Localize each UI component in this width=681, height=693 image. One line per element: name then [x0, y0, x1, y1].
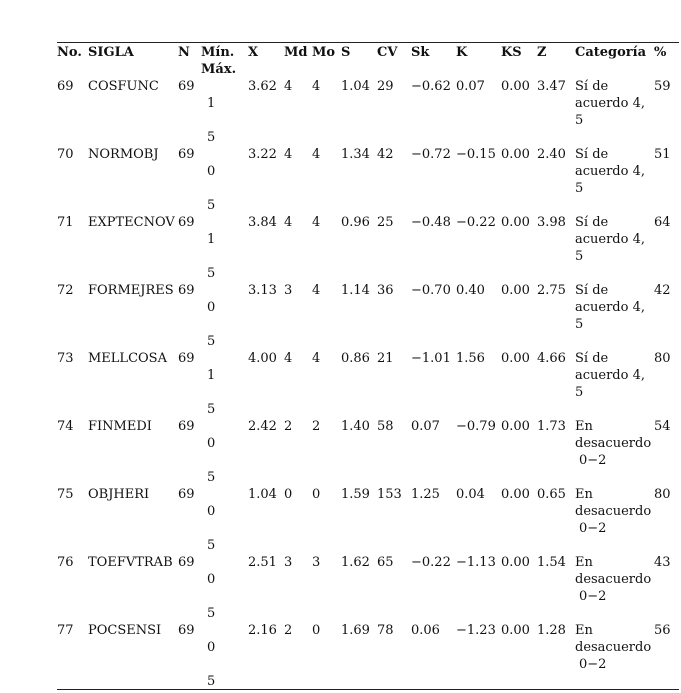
cell-categoria: acuerdo 4,: [575, 164, 645, 179]
cell-max: 5: [207, 674, 216, 689]
cell-pct: 56: [654, 623, 671, 638]
cell-categoria: 5: [575, 317, 584, 332]
table-top-rule: [57, 42, 679, 43]
cell-max: 5: [207, 606, 216, 621]
cell-n: 69: [178, 147, 195, 162]
header-max: Máx.: [201, 62, 237, 77]
cell-min: 1: [207, 96, 216, 111]
cell-md: 2: [284, 623, 293, 638]
cell-n: 69: [178, 215, 195, 230]
cell-categoria: En: [575, 555, 593, 570]
header-sigla: SIGLA: [88, 45, 134, 60]
cell-sigla: POCSENSI: [88, 623, 162, 638]
cell-ks: 0.00: [501, 283, 530, 298]
header-categoria: Categoría: [575, 45, 647, 60]
cell-sigla: NORMOBJ: [88, 147, 159, 162]
cell-mo: 4: [312, 351, 321, 366]
cell-n: 69: [178, 487, 195, 502]
cell-pct: 80: [654, 351, 671, 366]
cell-mo: 4: [312, 283, 321, 298]
cell-categoria: 0−2: [579, 521, 607, 536]
cell-k: 1.56: [456, 351, 485, 366]
header-x: X: [248, 45, 259, 60]
table-bottom-rule: [57, 689, 679, 690]
cell-min: 0: [207, 504, 216, 519]
cell-s: 1.34: [341, 147, 370, 162]
cell-s: 1.14: [341, 283, 370, 298]
cell-k: −0.79: [456, 419, 496, 434]
cell-k: −0.22: [456, 215, 496, 230]
cell-n: 69: [178, 623, 195, 638]
header-n: N: [178, 45, 190, 60]
cell-md: 2: [284, 419, 293, 434]
cell-md: 4: [284, 79, 293, 94]
cell-x: 4.00: [248, 351, 277, 366]
cell-sigla: FINMEDI: [88, 419, 152, 434]
cell-x: 2.42: [248, 419, 277, 434]
cell-x: 2.51: [248, 555, 277, 570]
cell-md: 3: [284, 283, 293, 298]
cell-categoria: 0−2: [579, 453, 607, 468]
cell-pct: 51: [654, 147, 671, 162]
cell-no: 70: [57, 147, 74, 162]
cell-max: 5: [207, 198, 216, 213]
cell-pct: 54: [654, 419, 671, 434]
cell-categoria: En: [575, 419, 593, 434]
cell-s: 1.59: [341, 487, 370, 502]
cell-categoria: 5: [575, 181, 584, 196]
cell-no: 74: [57, 419, 74, 434]
cell-ks: 0.00: [501, 351, 530, 366]
cell-no: 73: [57, 351, 74, 366]
cell-categoria: 5: [575, 385, 584, 400]
cell-k: −1.13: [456, 555, 496, 570]
cell-categoria: En: [575, 487, 593, 502]
cell-cv: 25: [377, 215, 394, 230]
cell-sk: −0.22: [411, 555, 451, 570]
cell-ks: 0.00: [501, 419, 530, 434]
cell-cv: 42: [377, 147, 394, 162]
cell-sk: 1.25: [411, 487, 440, 502]
cell-categoria: acuerdo 4,: [575, 96, 645, 111]
header-k: K: [456, 45, 468, 60]
cell-no: 69: [57, 79, 74, 94]
cell-cv: 153: [377, 487, 402, 502]
cell-ks: 0.00: [501, 623, 530, 638]
cell-categoria: 5: [575, 113, 584, 128]
cell-md: 4: [284, 215, 293, 230]
cell-z: 1.28: [537, 623, 566, 638]
cell-cv: 65: [377, 555, 394, 570]
cell-md: 3: [284, 555, 293, 570]
cell-cv: 78: [377, 623, 394, 638]
cell-k: 0.07: [456, 79, 485, 94]
cell-sk: −0.62: [411, 79, 451, 94]
cell-mo: 4: [312, 215, 321, 230]
cell-n: 69: [178, 419, 195, 434]
cell-cv: 36: [377, 283, 394, 298]
cell-mo: 3: [312, 555, 321, 570]
cell-ks: 0.00: [501, 79, 530, 94]
cell-min: 1: [207, 368, 216, 383]
cell-categoria: Sí de: [575, 147, 609, 162]
cell-s: 1.40: [341, 419, 370, 434]
cell-k: −1.23: [456, 623, 496, 638]
header-s: S: [341, 45, 351, 60]
cell-k: 0.40: [456, 283, 485, 298]
cell-s: 1.69: [341, 623, 370, 638]
cell-mo: 0: [312, 487, 321, 502]
cell-categoria: desacuerdo: [575, 504, 652, 519]
cell-n: 69: [178, 283, 195, 298]
cell-n: 69: [178, 351, 195, 366]
cell-categoria: acuerdo 4,: [575, 300, 645, 315]
cell-pct: 43: [654, 555, 671, 570]
cell-categoria: desacuerdo: [575, 436, 652, 451]
cell-z: 2.75: [537, 283, 566, 298]
cell-sigla: MELLCOSA: [88, 351, 167, 366]
cell-k: −0.15: [456, 147, 496, 162]
cell-md: 4: [284, 351, 293, 366]
cell-categoria: desacuerdo: [575, 640, 652, 655]
cell-min: 0: [207, 436, 216, 451]
cell-categoria: Sí de: [575, 79, 609, 94]
cell-pct: 59: [654, 79, 671, 94]
cell-z: 2.40: [537, 147, 566, 162]
cell-sigla: OBJHERI: [88, 487, 150, 502]
cell-max: 5: [207, 266, 216, 281]
cell-n: 69: [178, 79, 195, 94]
cell-categoria: 0−2: [579, 657, 607, 672]
cell-max: 5: [207, 334, 216, 349]
cell-z: 3.47: [537, 79, 566, 94]
cell-categoria: desacuerdo: [575, 572, 652, 587]
cell-cv: 21: [377, 351, 394, 366]
cell-no: 76: [57, 555, 74, 570]
cell-min: 0: [207, 300, 216, 315]
cell-no: 75: [57, 487, 74, 502]
cell-categoria: acuerdo 4,: [575, 232, 645, 247]
cell-ks: 0.00: [501, 215, 530, 230]
header-pct: %: [654, 45, 667, 60]
cell-max: 5: [207, 130, 216, 145]
cell-z: 1.54: [537, 555, 566, 570]
cell-sk: −0.48: [411, 215, 451, 230]
cell-n: 69: [178, 555, 195, 570]
cell-x: 3.84: [248, 215, 277, 230]
cell-z: 0.65: [537, 487, 566, 502]
cell-cv: 58: [377, 419, 394, 434]
cell-sk: −0.70: [411, 283, 451, 298]
cell-sk: −0.72: [411, 147, 451, 162]
cell-categoria: Sí de: [575, 351, 609, 366]
cell-categoria: En: [575, 623, 593, 638]
cell-x: 3.22: [248, 147, 277, 162]
cell-z: 3.98: [537, 215, 566, 230]
cell-pct: 42: [654, 283, 671, 298]
header-no: No.: [57, 45, 82, 60]
cell-mo: 4: [312, 147, 321, 162]
cell-k: 0.04: [456, 487, 485, 502]
cell-ks: 0.00: [501, 147, 530, 162]
cell-categoria: 0−2: [579, 589, 607, 604]
cell-sk: −1.01: [411, 351, 451, 366]
cell-min: 1: [207, 232, 216, 247]
cell-max: 5: [207, 470, 216, 485]
cell-x: 1.04: [248, 487, 277, 502]
cell-sigla: TOEFVTRAB: [88, 555, 173, 570]
cell-pct: 80: [654, 487, 671, 502]
cell-ks: 0.00: [501, 555, 530, 570]
header-sk: Sk: [411, 45, 430, 60]
cell-categoria: acuerdo 4,: [575, 368, 645, 383]
cell-mo: 4: [312, 79, 321, 94]
cell-no: 77: [57, 623, 74, 638]
cell-min: 0: [207, 640, 216, 655]
cell-md: 0: [284, 487, 293, 502]
cell-sk: 0.06: [411, 623, 440, 638]
cell-categoria: 5: [575, 249, 584, 264]
cell-mo: 0: [312, 623, 321, 638]
cell-s: 1.62: [341, 555, 370, 570]
cell-z: 1.73: [537, 419, 566, 434]
cell-x: 3.62: [248, 79, 277, 94]
cell-sigla: EXPTECNOV: [88, 215, 175, 230]
cell-ks: 0.00: [501, 487, 530, 502]
cell-categoria: Sí de: [575, 283, 609, 298]
cell-cv: 29: [377, 79, 394, 94]
cell-categoria: Sí de: [575, 215, 609, 230]
cell-x: 2.16: [248, 623, 277, 638]
cell-pct: 64: [654, 215, 671, 230]
cell-min: 0: [207, 572, 216, 587]
cell-md: 4: [284, 147, 293, 162]
cell-max: 5: [207, 402, 216, 417]
cell-sigla: FORMEJRES: [88, 283, 174, 298]
cell-max: 5: [207, 538, 216, 553]
cell-s: 1.04: [341, 79, 370, 94]
header-mo: Mo: [312, 45, 336, 60]
cell-s: 0.86: [341, 351, 370, 366]
header-min: Mín.: [201, 45, 235, 60]
header-ks: KS: [501, 45, 522, 60]
cell-sigla: COSFUNC: [88, 79, 159, 94]
cell-no: 71: [57, 215, 74, 230]
cell-mo: 2: [312, 419, 321, 434]
header-md: Md: [284, 45, 308, 60]
cell-s: 0.96: [341, 215, 370, 230]
header-z: Z: [537, 45, 547, 60]
cell-no: 72: [57, 283, 74, 298]
cell-z: 4.66: [537, 351, 566, 366]
cell-min: 0: [207, 164, 216, 179]
header-cv: CV: [377, 45, 398, 60]
cell-sk: 0.07: [411, 419, 440, 434]
cell-x: 3.13: [248, 283, 277, 298]
